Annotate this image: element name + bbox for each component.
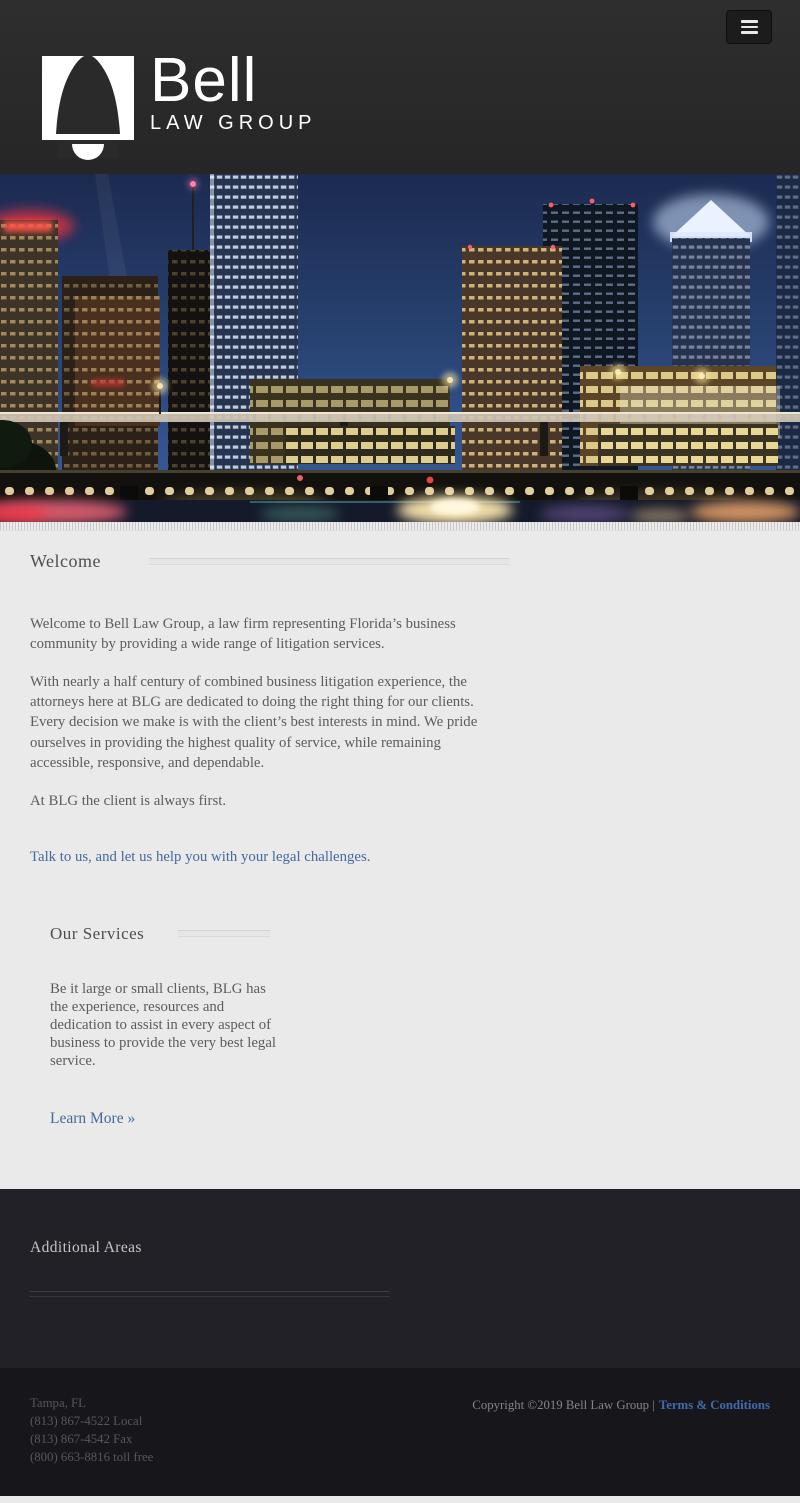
welcome-paragraph: With nearly a half century of combined business litigation experience, the attorneys here at BLG are dedicated to doing the right thing for our clients. Every decision we make is with the client’s best interests in mind. We pride ourselves in providing the highest quality of service, while remaining accessible, responsive, and dependable. bbox=[30, 674, 478, 771]
brand-logo[interactable] bbox=[40, 46, 317, 160]
brand-name: Bell bbox=[150, 46, 258, 115]
learn-more-link[interactable]: Learn More » bbox=[50, 1110, 136, 1128]
talk-to-us-link[interactable]: Talk to us, and let us help you with your legal challenges. bbox=[30, 848, 371, 865]
footer-divider bbox=[30, 1291, 390, 1297]
copyright-text: Copyright ©2019 Bell Law Group | bbox=[472, 1398, 655, 1412]
brand-tagline: LAW GROUP bbox=[150, 112, 317, 134]
bell-icon bbox=[40, 52, 140, 160]
contact-location: Tampa, FL bbox=[30, 1396, 86, 1410]
our-services-section bbox=[50, 924, 286, 1128]
terms-conditions-link[interactable]: Terms & Conditions bbox=[658, 1398, 770, 1412]
heading-divider bbox=[149, 558, 509, 565]
hero-image bbox=[0, 174, 800, 522]
our-services-title: Our Services bbox=[50, 923, 145, 943]
services-paragraph: Be it large or small clients, BLG has the experience, resources and dedication to assist in every aspect of business to provide the very best legal service. bbox=[50, 980, 277, 1070]
welcome-title: Welcome bbox=[30, 551, 102, 571]
hamburger-menu-button[interactable] bbox=[726, 10, 772, 44]
footer-widgets bbox=[0, 1189, 800, 1368]
welcome-paragraph: At BLG the client is always first. bbox=[30, 792, 227, 809]
contact-fax: (813) 867-4542 Fax bbox=[30, 1432, 133, 1446]
welcome-paragraph: Welcome to Bell Law Group, a law firm representing Florida’s business community by providing a wide range of litigation services. bbox=[30, 616, 456, 653]
additional-areas-title: Additional Areas bbox=[30, 1239, 142, 1256]
footer-bar bbox=[0, 1368, 800, 1496]
menu-icon bbox=[741, 20, 758, 23]
contact-local-phone: (813) 867-4522 Local bbox=[30, 1414, 143, 1428]
contact-toll-free: (800) 663-8816 toll free bbox=[30, 1450, 154, 1464]
hero-bottom-texture bbox=[0, 522, 800, 531]
site-header bbox=[0, 0, 800, 174]
welcome-section bbox=[30, 551, 770, 866]
copyright bbox=[472, 1398, 770, 1413]
main-content bbox=[0, 531, 800, 1189]
contact-info bbox=[30, 1394, 153, 1466]
heading-divider bbox=[178, 930, 270, 937]
